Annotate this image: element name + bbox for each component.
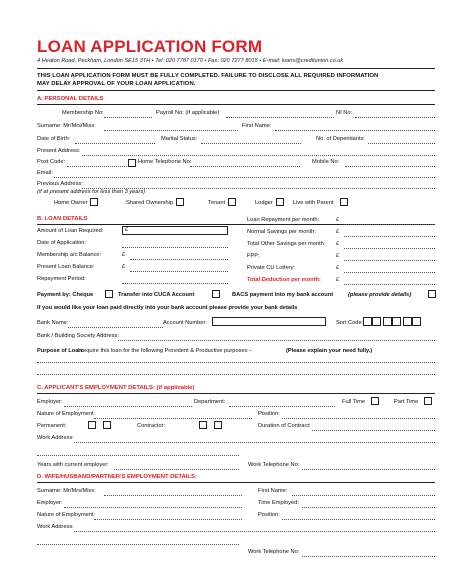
bank-name-field[interactable] <box>68 327 163 328</box>
purpose-explain: (Please explain your need fully.) <box>286 348 373 354</box>
dob-label: Date of Birth: <box>37 136 71 142</box>
sort-code-1[interactable] <box>363 317 372 326</box>
purpose-label: Purpose of Loan: <box>37 348 84 354</box>
permanent-checkbox-no[interactable] <box>103 421 111 429</box>
present-bal-field[interactable] <box>130 271 228 272</box>
duration-label: Duration of Contract: <box>258 423 311 429</box>
shared-ownership-checkbox[interactable] <box>176 198 184 206</box>
partner-employed-label: Time Employed: <box>258 500 299 506</box>
home-owner-checkbox[interactable] <box>90 198 98 206</box>
lodger-label: Lodger <box>255 200 273 206</box>
purpose-line-2[interactable] <box>37 374 435 375</box>
ni-no-label: NI No: <box>336 110 353 116</box>
total-other-label: Total Other Savings per month: <box>247 241 326 247</box>
notice-line-1: THIS LOAN APPLICATION FORM MUST BE FULLY COMPLETED. FAILURE TO DISCLOSE ALL REQUIRED INFORMATION <box>37 73 379 79</box>
sort-code-4[interactable] <box>392 317 401 326</box>
payroll-no-label: Payroll No: (if applicable) <box>156 110 220 116</box>
previous-address-label: Previous Address: <box>37 181 83 187</box>
full-time-checkbox[interactable] <box>371 397 379 405</box>
notice-line-2: MAY DELAY APPROVAL OF YOUR LOAN APPLICATION. <box>37 81 196 87</box>
building-society-label: Bank / Building Society Address: <box>37 333 119 339</box>
home-tel-field[interactable] <box>190 166 300 167</box>
work-address-label: Work Address: <box>37 435 74 441</box>
section-c-rule <box>37 393 435 394</box>
present-bal-label: Present Loan Balance: <box>37 264 95 270</box>
dependants-field[interactable] <box>368 143 435 144</box>
nature-field[interactable] <box>94 418 252 419</box>
membership-no-field[interactable] <box>104 117 152 118</box>
account-number-field[interactable] <box>212 317 326 326</box>
post-code-label: Post Code: <box>37 159 66 165</box>
partner-position-label: Position: <box>258 512 280 518</box>
mobile-field[interactable] <box>345 166 435 167</box>
email-field[interactable] <box>54 177 435 178</box>
date-app-field[interactable] <box>122 247 228 248</box>
part-time-checkbox[interactable] <box>424 397 432 405</box>
total-deduction-currency: £ <box>336 277 340 283</box>
live-with-parent-checkbox[interactable] <box>340 198 348 206</box>
partner-first-name-field[interactable] <box>292 495 435 496</box>
fpp-label: FPP: <box>247 253 260 259</box>
membership-bal-field[interactable] <box>130 259 228 260</box>
part-time-label: Part Time <box>394 399 419 405</box>
partner-employer-field[interactable] <box>64 507 242 508</box>
present-address-field[interactable] <box>82 155 435 156</box>
contractor-checkbox-yes[interactable] <box>199 421 207 429</box>
present-bal-currency: £ <box>122 264 126 270</box>
post-code-field[interactable] <box>67 166 127 167</box>
section-c-heading: C. APPLICANT'S EMPLOYMENT DETAILS: (if applicable) <box>37 385 195 391</box>
first-name-label: First Name: <box>242 123 272 129</box>
partner-employed-field[interactable] <box>302 507 435 508</box>
header-rule <box>37 68 435 69</box>
sort-code-label: Sort Code: <box>336 320 364 326</box>
ni-no-field[interactable] <box>355 117 435 118</box>
total-deduction-label: Total Deduction per month: <box>247 277 321 283</box>
currency-symbol: £ <box>125 227 129 233</box>
payroll-no-field[interactable] <box>226 117 334 118</box>
loan-repay-field[interactable] <box>344 224 435 225</box>
department-field[interactable] <box>229 406 335 407</box>
building-society-field[interactable] <box>118 340 435 341</box>
address-line: 4 Heaton Road, Peckham, London SE15 3TH • Tel: 020 7787 0170 • Fax: 020 7277 8015 • E-mail: loans@creditunion.co.uk <box>37 58 344 64</box>
partner-position-field[interactable] <box>282 519 435 520</box>
normal-savings-currency: £ <box>336 229 340 235</box>
partner-nature-label: Nature of Employment: <box>37 512 96 518</box>
loan-repay-label: Loan Repayment per month: <box>247 217 320 223</box>
department-label: Department: <box>194 399 226 405</box>
work-address-field-2[interactable] <box>37 455 239 456</box>
live-with-parent-label: Live with Parent <box>293 200 334 206</box>
work-tel-field[interactable] <box>302 469 435 470</box>
employer-field[interactable] <box>64 406 192 407</box>
sort-code-5[interactable] <box>403 317 412 326</box>
employer-label: Employer: <box>37 399 63 405</box>
marital-field[interactable] <box>201 143 301 144</box>
purpose-line-1[interactable] <box>37 362 435 363</box>
amount-label: Amount of Loan Required: <box>37 228 104 234</box>
notice-rule <box>37 90 435 91</box>
nature-label: Nature of Employment: <box>37 411 96 417</box>
repayment-period-label: Repayment Period: <box>37 276 86 282</box>
partner-work-address-label: Work Address: <box>37 524 74 530</box>
sort-code-6[interactable] <box>412 317 421 326</box>
surname-label: Surname: Mr/Mrs/Miss: <box>37 123 96 129</box>
shared-ownership-label: Shared Ownership <box>126 200 174 206</box>
loan-repay-currency: £ <box>336 217 340 223</box>
partner-work-address-field-2[interactable] <box>37 544 239 545</box>
total-other-currency: £ <box>336 241 340 247</box>
membership-no-label: Membership No: <box>62 110 104 116</box>
section-b-heading: B. LOAN DETAILS <box>37 216 88 222</box>
partner-employer-label: Employer: <box>37 500 63 506</box>
lodger-checkbox[interactable] <box>276 198 284 206</box>
section-a-rule <box>37 104 435 105</box>
partner-work-address-field[interactable] <box>74 531 435 532</box>
section-a-heading: A. PERSONAL DETAILS <box>37 96 104 102</box>
sort-code-3[interactable] <box>383 317 392 326</box>
full-time-label: Full Time <box>342 399 366 405</box>
home-owner-label: Home Owner <box>54 200 88 206</box>
contractor-label: Contractor: <box>137 423 166 429</box>
years-label: Years with current employer: <box>37 462 109 468</box>
bacs-note: (please provide details) <box>348 292 412 298</box>
transfer-label: Transfer into CUCA Account <box>118 292 195 298</box>
permanent-label: Permanent: <box>37 423 67 429</box>
amount-field[interactable] <box>122 226 228 235</box>
bacs-label: BACS payment into my bank account <box>232 292 334 298</box>
fpp-field[interactable] <box>344 260 435 261</box>
bacs-checkbox[interactable] <box>428 290 436 298</box>
mobile-label: Mobile No: <box>312 159 340 165</box>
sort-code-2[interactable] <box>372 317 381 326</box>
cheque-checkbox[interactable] <box>105 290 113 298</box>
tenant-label: Tenant <box>208 200 226 206</box>
bank-question: If you would like your loan paid directly into your bank account please provide your bank details <box>37 305 298 311</box>
total-other-field[interactable] <box>344 248 435 249</box>
purpose-text: I require this loan for the following Provident & Productive purposes – <box>78 348 253 354</box>
partner-work-tel-field[interactable] <box>302 556 435 557</box>
tenant-checkbox[interactable] <box>228 198 236 206</box>
partner-first-name-label: First Name: <box>258 488 288 494</box>
first-name-field[interactable] <box>275 130 435 131</box>
contractor-checkbox-no[interactable] <box>214 421 222 429</box>
account-no-label: Account Number: <box>163 320 207 326</box>
present-address-label: Present Address: <box>37 148 81 154</box>
lottery-currency: £ <box>336 265 340 271</box>
position-label: Position: <box>258 411 280 417</box>
previous-address-note: (if at present address for less than 3 years) <box>37 189 146 195</box>
home-tel-checkbox[interactable] <box>128 159 136 167</box>
date-app-label: Date of Application: <box>37 240 87 246</box>
dependants-label: No. of Dependants: <box>316 136 366 142</box>
dob-field[interactable] <box>75 143 155 144</box>
years-field[interactable] <box>114 469 239 470</box>
form-title: LOAN APPLICATION FORM <box>37 37 263 56</box>
duration-field[interactable] <box>312 430 435 431</box>
permanent-checkbox-yes[interactable] <box>88 421 96 429</box>
repayment-period-field[interactable] <box>122 283 228 284</box>
normal-savings-field[interactable] <box>344 236 435 237</box>
partner-nature-field[interactable] <box>94 519 242 520</box>
lottery-label: Private CU Lottery: <box>247 265 296 271</box>
normal-savings-label: Normal Savings per month: <box>247 229 316 235</box>
payment-by-label: Payment by: Cheque <box>37 292 94 298</box>
membership-bal-currency: £ <box>122 252 126 258</box>
lottery-field[interactable] <box>344 272 435 273</box>
partner-work-tel-label: Work Telephone No: <box>248 549 300 555</box>
membership-bal-label: Membership a/c Balance: <box>37 252 102 258</box>
section-d-heading: D. WIFE/HUSBAND/PARTNER'S EMPLOYMENT DETAILS: <box>37 474 197 480</box>
bank-name-label: Bank Name: <box>37 320 69 326</box>
work-tel-label: Work Telephone No: <box>248 462 300 468</box>
home-tel-label: Home Telephone No: <box>138 159 192 165</box>
email-label: Email: <box>37 170 53 176</box>
surname-field[interactable] <box>104 130 238 131</box>
partner-surname-label: Surname: Mr/Mrs/Miss: <box>37 488 96 494</box>
marital-label: Marital Status: <box>161 136 198 142</box>
fpp-currency: £ <box>336 253 340 259</box>
position-field[interactable] <box>282 418 435 419</box>
work-address-field[interactable] <box>74 442 435 443</box>
total-deduction-field[interactable] <box>344 284 435 285</box>
section-d-rule <box>37 482 435 483</box>
partner-surname-field[interactable] <box>104 495 242 496</box>
transfer-checkbox[interactable] <box>212 290 220 298</box>
